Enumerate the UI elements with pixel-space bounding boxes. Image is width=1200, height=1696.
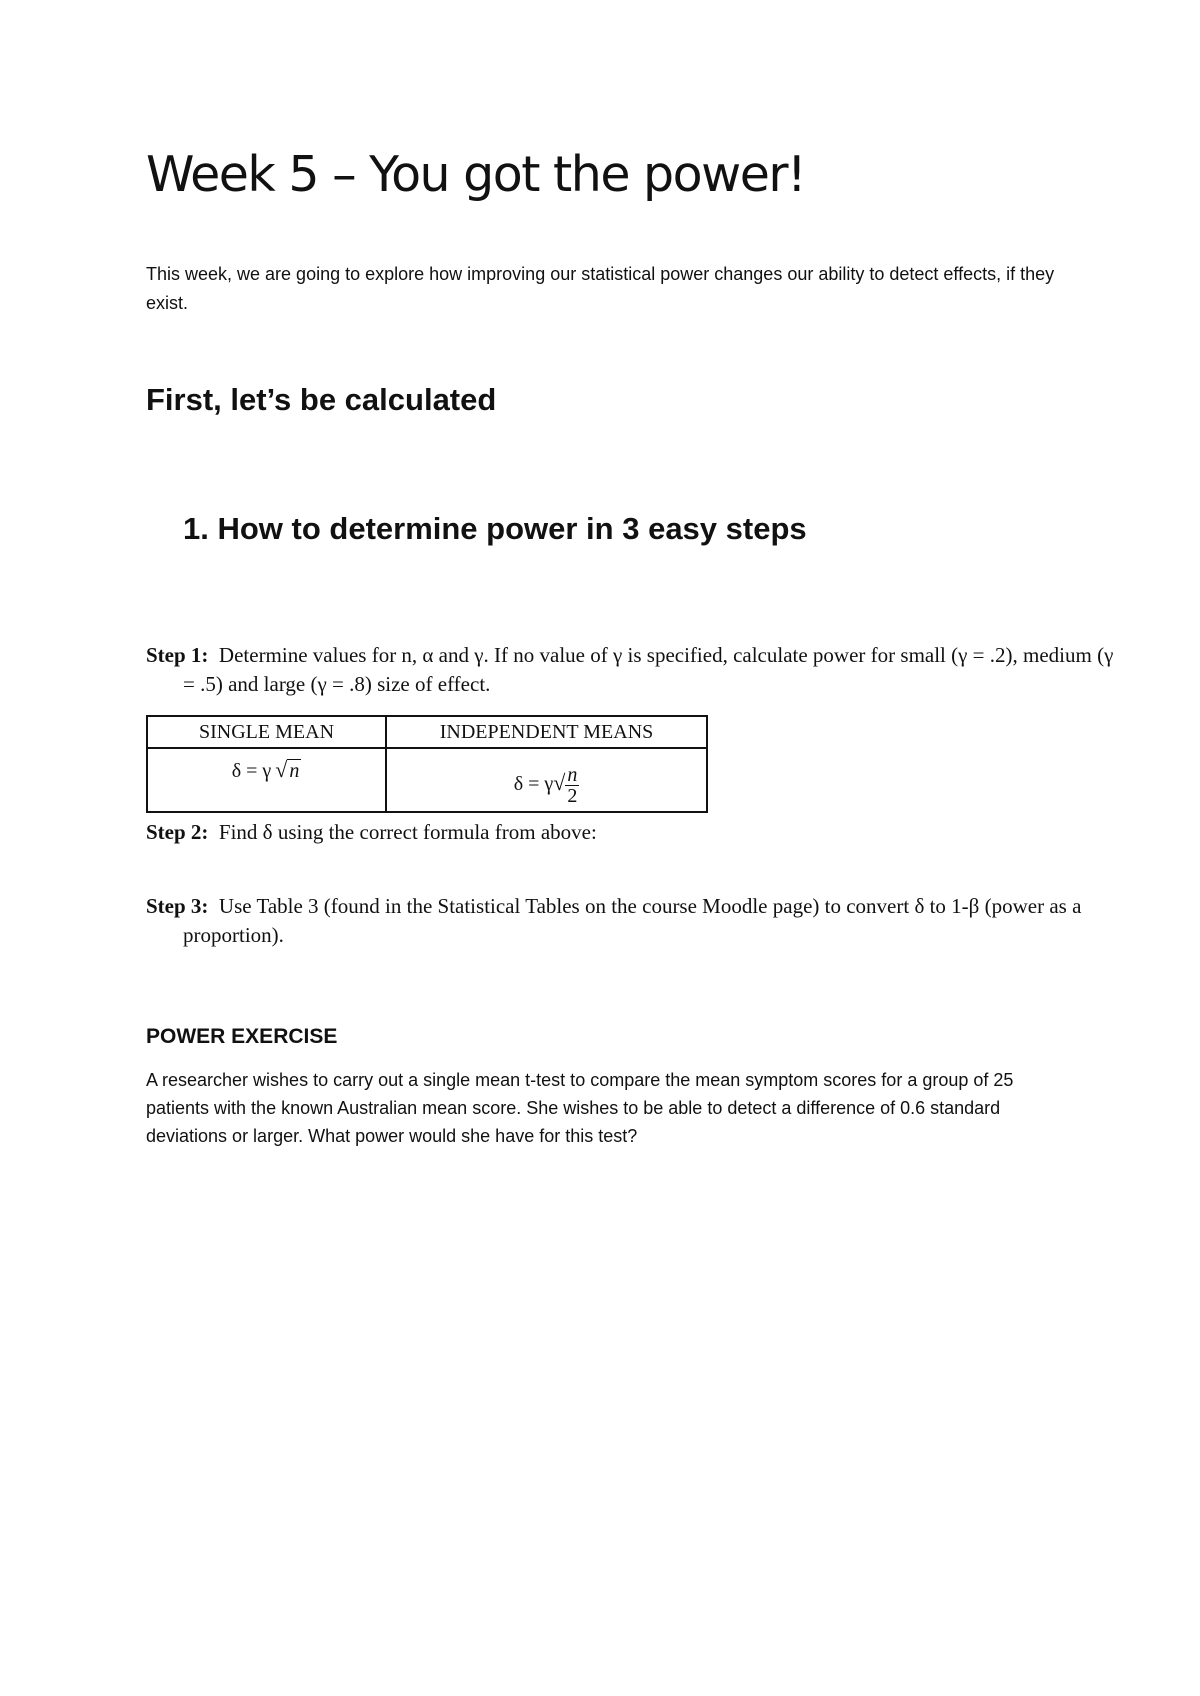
formula-table-formula-row (147, 748, 707, 812)
step-3-label: Step 3: (146, 894, 209, 918)
exercise-text: A researcher wishes to carry out a single mean t-test to compare the mean symptom scores for a group of 25 patients with the known Australian mean score. She wishes to be able to detect a difference of 0.6 standard deviations or larger. What power would she have for this test? (146, 1070, 1014, 1146)
step-1-label: Step 1: (146, 643, 209, 667)
header-independent-means: INDEPENDENT MEANS (386, 716, 707, 748)
step-1 (146, 641, 1123, 699)
page-title: Week 5 – You got the power! (146, 146, 806, 203)
exercise-heading: POWER EXERCISE (146, 1025, 338, 1048)
step-1-text: Determine values for n, α and γ. If no value of γ is specified, calculate power for small (γ = .2), medium (γ = .5) and large (γ = .8) size of effect. (183, 643, 1114, 696)
cell-independent-means-formula (386, 748, 707, 812)
single-mean-formula (232, 757, 302, 783)
fraction-numerator: n (567, 764, 578, 786)
independent-means-lhs: δ = γ (513, 773, 554, 796)
sqrt-symbol: √ (553, 770, 566, 796)
formula-table-header-row (147, 716, 707, 748)
formula-table (146, 715, 708, 813)
single-mean-radicand: n (289, 760, 300, 782)
subsection-heading: 1. How to determine power in 3 easy steps (183, 511, 807, 546)
step-3-text: Use Table 3 (found in the Statistical Tables on the course Moodle page) to convert δ to 1-β (power as a proportion). (183, 894, 1082, 947)
cell-single-mean-formula (147, 748, 386, 812)
independent-means-formula (514, 765, 580, 806)
single-mean-lhs: δ = γ (231, 760, 272, 782)
step-3 (146, 892, 1123, 950)
sqrt-symbol: √ (275, 757, 288, 782)
step-2-text: Find δ using the correct formula from above: (218, 820, 597, 844)
intro-paragraph: This week, we are going to explore how improving our statistical power changes our ability to detect effects, if they exist. (146, 264, 1055, 313)
step-2-label: Step 2: (146, 820, 209, 844)
fraction (565, 765, 579, 806)
header-single-mean: SINGLE MEAN (147, 716, 386, 748)
fraction-denominator: 2 (567, 785, 578, 807)
section-heading: First, let’s be calculated (146, 382, 497, 417)
step-2 (146, 818, 1123, 847)
